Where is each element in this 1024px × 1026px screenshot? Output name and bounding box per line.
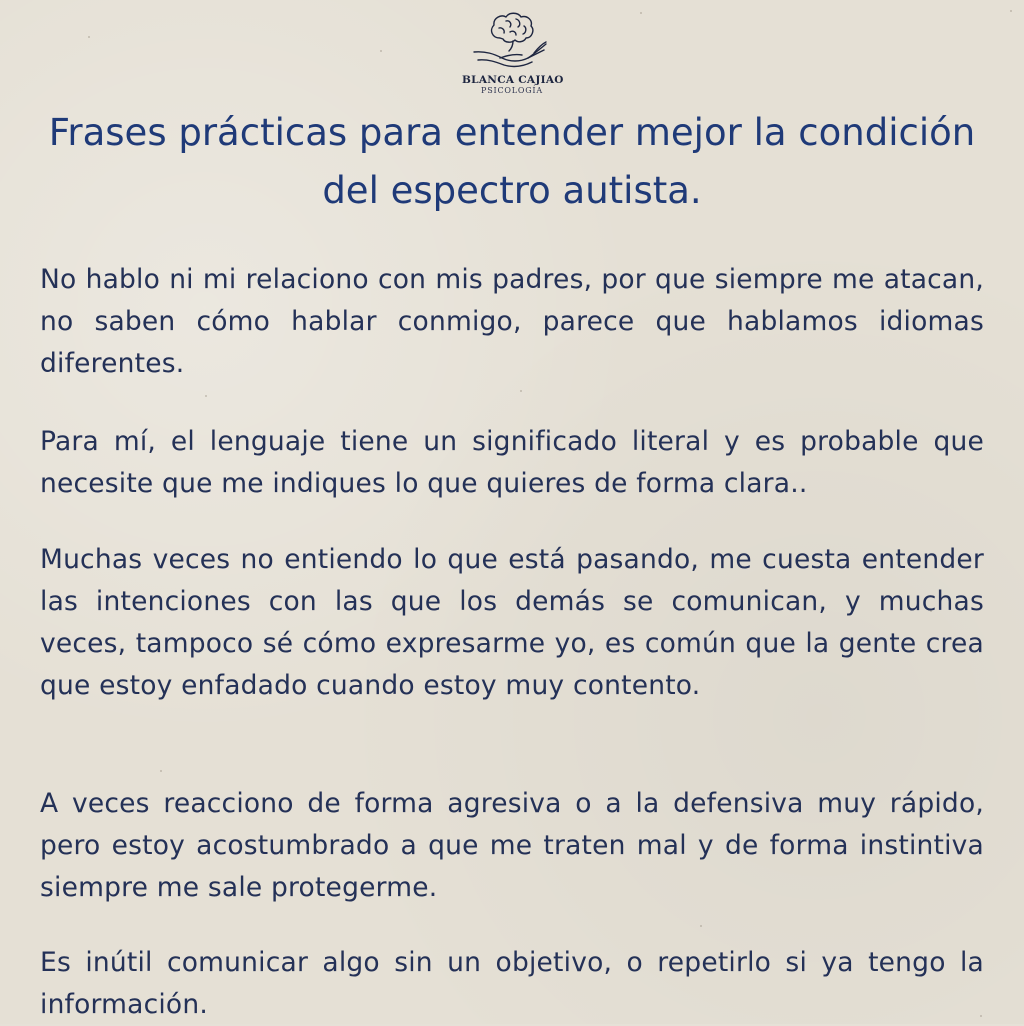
paper-fleck xyxy=(380,50,382,52)
paper-fleck xyxy=(700,925,702,927)
paragraph-3: Muchas veces no entiendo lo que está pasando, me cuesta entender las intenciones con las que los demás se comunican, y muchas veces, tampoco sé cómo expresarme yo, es común que la gente crea que estoy enfadado cuando estoy muy contento. xyxy=(40,544,984,701)
paper-fleck xyxy=(205,395,207,397)
paper-fleck xyxy=(640,12,642,14)
paragraph-1: No hablo ni mi relaciono con mis padres, por que siempre me atacan, no saben cómo hablar conmigo, parece que hablamos idiomas diferentes. xyxy=(40,264,984,379)
paragraph-5: Es inútil comunicar algo sin un objetivo, o repetirlo si ya tengo la información. xyxy=(40,947,984,1020)
brand-name: BLANCA CAJIAO xyxy=(462,74,564,86)
brain-in-hand-logo-icon xyxy=(462,8,562,72)
brand-subtitle: PSICOLOGÍA xyxy=(481,86,543,95)
paragraph-4: A veces reacciono de forma agresiva o a la defensiva muy rápido, pero estoy acostumbrado a que me traten mal y de forma instintiva siempre me sale protegerme. xyxy=(40,788,984,903)
brand-logo xyxy=(462,8,562,95)
page-title: Frases prácticas para entender mejor la condición del espectro autista. xyxy=(48,111,976,212)
paper-fleck xyxy=(88,36,90,38)
paper-fleck xyxy=(160,770,162,772)
paper-fleck xyxy=(1010,10,1012,12)
paragraph-2: Para mí, el lenguaje tiene un significado literal y es probable que necesite que me indiques lo que quieres de forma clara.. xyxy=(40,426,984,499)
paper-fleck xyxy=(520,390,522,392)
